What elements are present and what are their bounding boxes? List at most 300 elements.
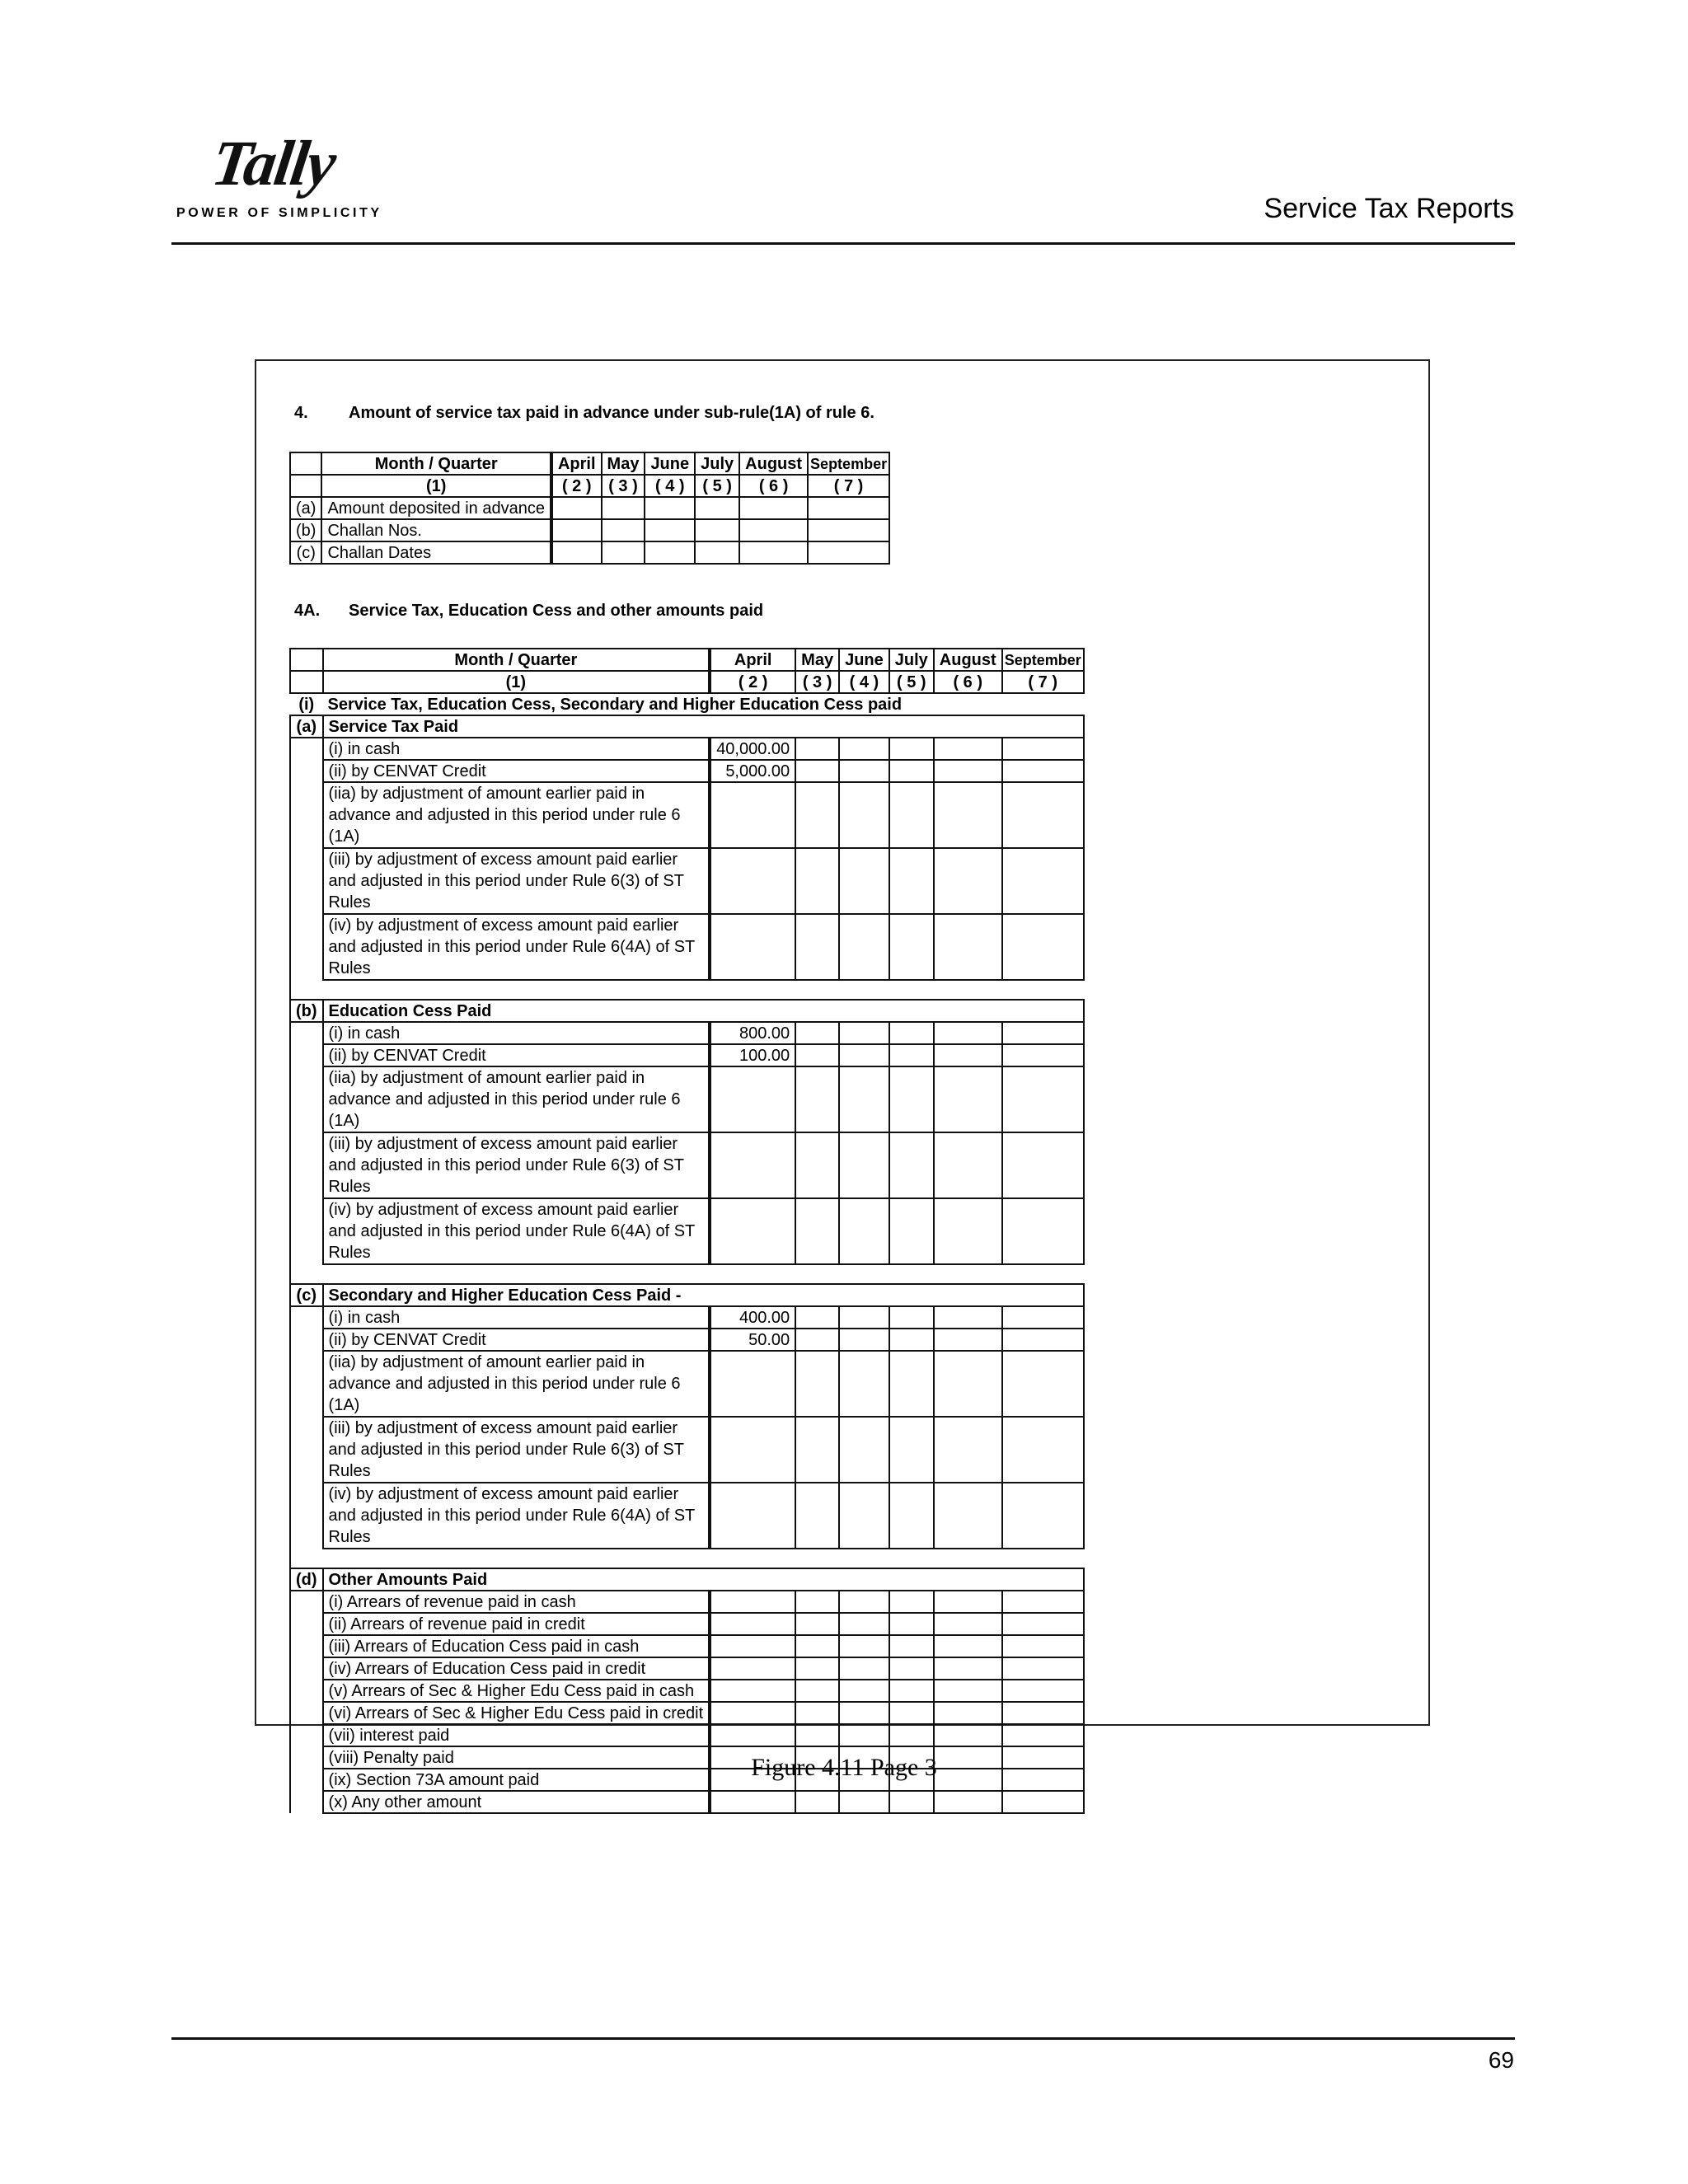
value-cell-may — [602, 497, 645, 519]
row-label: (ix) Section 73A amount paid — [323, 1769, 710, 1791]
value-cell-may — [795, 1702, 839, 1724]
value-cell-august — [739, 497, 808, 519]
row-key — [290, 1702, 323, 1724]
table-row — [290, 1044, 1084, 1066]
value-cell-june — [839, 1417, 889, 1483]
column-index-6: ( 6 ) — [934, 671, 1002, 693]
value-cell-june — [839, 1591, 889, 1613]
value-cell-april: 100.00 — [710, 1044, 795, 1066]
value-cell-july — [695, 541, 739, 564]
row-key — [290, 1306, 323, 1329]
value-cell-may — [795, 1022, 839, 1044]
value-cell-august — [934, 1635, 1002, 1657]
group-title: Education Cess Paid — [323, 1000, 1084, 1022]
value-cell-august — [934, 1066, 1002, 1132]
part-i-row — [290, 693, 1084, 715]
row-key — [290, 1329, 323, 1351]
row-key: (a) — [290, 497, 321, 519]
month-header-0: April — [552, 452, 602, 475]
value-cell-august — [934, 1132, 1002, 1198]
value-cell-june — [839, 848, 889, 914]
table-row — [290, 1635, 1084, 1657]
value-cell-may — [602, 519, 645, 541]
section-4a-number: 4A. — [294, 602, 321, 620]
value-cell-july — [695, 519, 739, 541]
value-cell-august — [934, 1306, 1002, 1329]
value-cell-july — [889, 1483, 934, 1549]
value-cell-april — [552, 497, 602, 519]
table-row — [290, 1657, 1084, 1680]
value-cell-may — [795, 848, 839, 914]
row-label: (i) Arrears of revenue paid in cash — [323, 1591, 710, 1613]
value-cell-april — [710, 1417, 795, 1483]
value-cell-july — [889, 1132, 934, 1198]
value-cell-september — [1002, 914, 1084, 980]
row-label: (i) in cash — [323, 738, 710, 760]
value-cell-july — [889, 1657, 934, 1680]
value-cell-august — [934, 1022, 1002, 1044]
value-cell-july — [889, 1066, 934, 1132]
value-cell-september — [1002, 1702, 1084, 1724]
value-cell-may — [795, 1680, 839, 1702]
value-cell-september — [808, 519, 889, 541]
group-title: Secondary and Higher Education Cess Paid - — [323, 1284, 1084, 1306]
value-cell-september — [1002, 1044, 1084, 1066]
table-row — [290, 760, 1084, 782]
row-label: Challan Dates — [321, 541, 551, 564]
value-cell-april — [710, 782, 795, 848]
table-row — [290, 519, 889, 541]
value-cell-june — [839, 1198, 889, 1264]
value-cell-september — [1002, 1613, 1084, 1635]
index-row — [290, 671, 1084, 693]
value-cell-august — [934, 738, 1002, 760]
table-row — [290, 848, 1084, 914]
value-cell-april — [710, 1702, 795, 1724]
value-cell-july — [889, 738, 934, 760]
value-cell-july — [889, 1351, 934, 1417]
row-label: (iii) by adjustment of excess amount paid earlier and adjusted in this period under Rule 6(3) of ST Rules — [323, 848, 710, 914]
value-cell-april — [552, 541, 602, 564]
row-label: (ii) by CENVAT Credit — [323, 1329, 710, 1351]
value-cell-april — [710, 914, 795, 980]
value-cell-june — [645, 541, 695, 564]
row-label: (ii) by CENVAT Credit — [323, 760, 710, 782]
value-cell-september — [1002, 1417, 1084, 1483]
value-cell-june — [839, 1351, 889, 1417]
value-cell-august — [934, 782, 1002, 848]
value-cell-august — [934, 1724, 1002, 1746]
spacer-cell — [290, 1549, 323, 1568]
value-cell-august — [934, 1613, 1002, 1635]
group-spacer — [290, 980, 1084, 1000]
group-key: (c) — [290, 1284, 323, 1306]
value-cell-july — [889, 1591, 934, 1613]
row-label: (iii) by adjustment of excess amount paid earlier and adjusted in this period under Rule 6(3) of ST Rules — [323, 1417, 710, 1483]
value-cell-may — [795, 1198, 839, 1264]
value-cell-august — [934, 1791, 1002, 1813]
value-cell-june — [839, 782, 889, 848]
figure-caption: Figure 4.11 Page 3 — [751, 1754, 937, 1781]
table-row — [290, 1417, 1084, 1483]
row-key: (c) — [290, 541, 321, 564]
value-cell-september — [1002, 760, 1084, 782]
value-cell-september — [1002, 1198, 1084, 1264]
month-header-4: August — [739, 452, 808, 475]
value-cell-june — [839, 760, 889, 782]
table-row — [290, 1306, 1084, 1329]
value-cell-july — [889, 1417, 934, 1483]
value-cell-april: 40,000.00 — [710, 738, 795, 760]
value-cell-june — [839, 1635, 889, 1657]
value-cell-july — [889, 1306, 934, 1329]
value-cell-april — [710, 1591, 795, 1613]
spacer-cell — [290, 1264, 323, 1284]
value-cell-april: 5,000.00 — [710, 760, 795, 782]
group-title-row — [290, 1000, 1084, 1022]
value-cell-june — [839, 1483, 889, 1549]
value-cell-july — [889, 1702, 934, 1724]
value-cell-august — [934, 1329, 1002, 1351]
table-row — [290, 1132, 1084, 1198]
value-cell-july — [889, 848, 934, 914]
value-cell-july — [889, 1044, 934, 1066]
month-header-5: September — [808, 452, 889, 475]
value-cell-may — [795, 1066, 839, 1132]
value-cell-july — [889, 1329, 934, 1351]
value-cell-april — [710, 1657, 795, 1680]
section-4-number: 4. — [294, 404, 308, 422]
row-key — [290, 1791, 323, 1813]
page-header-title: Service Tax Reports — [1264, 193, 1514, 224]
table-row — [290, 1483, 1084, 1549]
table-row — [290, 1680, 1084, 1702]
logo-wordmark: Tally — [207, 127, 340, 199]
row-label: (i) in cash — [323, 1022, 710, 1044]
spacer-cell — [323, 980, 1084, 1000]
group-key: (a) — [290, 715, 323, 738]
spacer-cell — [323, 1549, 1084, 1568]
row-key: (b) — [290, 519, 321, 541]
row-label: (vi) Arrears of Sec & Higher Edu Cess paid in credit — [323, 1702, 710, 1724]
value-cell-may — [795, 1613, 839, 1635]
row-label: (v) Arrears of Sec & Higher Edu Cess paid in cash — [323, 1680, 710, 1702]
row-label: (iia) by adjustment of amount earlier paid in advance and adjusted in this period under rule 6 (1A) — [323, 782, 710, 848]
header-row — [290, 649, 1084, 671]
value-cell-september — [1002, 1680, 1084, 1702]
table-row — [290, 782, 1084, 848]
value-cell-july — [889, 1724, 934, 1746]
table-row — [290, 1022, 1084, 1044]
value-cell-september — [1002, 738, 1084, 760]
section-4a-title: Service Tax, Education Cess and other amounts paid — [349, 602, 764, 620]
value-cell-may — [795, 1635, 839, 1657]
value-cell-may — [795, 1351, 839, 1417]
row-key — [290, 1351, 323, 1417]
value-cell-june — [839, 1132, 889, 1198]
table-row — [290, 1066, 1084, 1132]
value-cell-july — [695, 497, 739, 519]
spacer-cell — [323, 1264, 1084, 1284]
value-cell-july — [889, 1022, 934, 1044]
spacer-cell — [290, 980, 323, 1000]
month-header-2: June — [839, 649, 889, 671]
value-cell-april: 50.00 — [710, 1329, 795, 1351]
amounts-paid-table — [289, 648, 1085, 1814]
group-key: (d) — [290, 1568, 323, 1591]
month-header-4: August — [934, 649, 1002, 671]
row-label: (ii) by CENVAT Credit — [323, 1044, 710, 1066]
column-index-7: ( 7 ) — [808, 475, 889, 497]
value-cell-september — [808, 541, 889, 564]
value-cell-june — [645, 519, 695, 541]
value-cell-august — [934, 914, 1002, 980]
row-key — [290, 914, 323, 980]
month-header-3: July — [695, 452, 739, 475]
value-cell-april: 400.00 — [710, 1306, 795, 1329]
row-key — [290, 1022, 323, 1044]
value-cell-july — [889, 1680, 934, 1702]
value-cell-april: 800.00 — [710, 1022, 795, 1044]
table-row — [290, 1351, 1084, 1417]
group-title: Service Tax Paid — [323, 715, 1084, 738]
month-header-5: September — [1002, 649, 1084, 671]
value-cell-september — [1002, 1635, 1084, 1657]
value-cell-august — [934, 1198, 1002, 1264]
row-label: (vii) interest paid — [323, 1724, 710, 1746]
group-title-row — [290, 1284, 1084, 1306]
row-key — [290, 738, 323, 760]
table-row — [290, 1724, 1084, 1746]
value-cell-july — [889, 914, 934, 980]
row-key — [290, 1066, 323, 1132]
month-quarter-header: Month / Quarter — [323, 649, 710, 671]
value-cell-september — [1002, 1066, 1084, 1132]
value-cell-april — [710, 1613, 795, 1635]
value-cell-june — [839, 1329, 889, 1351]
column-index-2: ( 2 ) — [710, 671, 795, 693]
month-quarter-header: Month / Quarter — [321, 452, 551, 475]
value-cell-april — [710, 1635, 795, 1657]
value-cell-may — [795, 1483, 839, 1549]
table-row — [290, 1591, 1084, 1613]
row-label: (iv) by adjustment of excess amount paid earlier and adjusted in this period under Rule 6(4A) of ST Rules — [323, 914, 710, 980]
table-row — [290, 497, 889, 519]
value-cell-may — [795, 738, 839, 760]
column-index-6: ( 6 ) — [739, 475, 808, 497]
header-key-cell — [290, 452, 321, 475]
value-cell-april — [710, 1724, 795, 1746]
value-cell-may — [795, 1591, 839, 1613]
group-spacer — [290, 1264, 1084, 1284]
value-cell-may — [795, 1329, 839, 1351]
row-key — [290, 760, 323, 782]
value-cell-september — [1002, 1132, 1084, 1198]
row-label: (viii) Penalty paid — [323, 1746, 710, 1769]
row-key — [290, 1417, 323, 1483]
row-key — [290, 1591, 323, 1613]
column-index-5: ( 5 ) — [695, 475, 739, 497]
value-cell-august — [934, 1657, 1002, 1680]
value-cell-june — [839, 738, 889, 760]
value-cell-august — [934, 1351, 1002, 1417]
value-cell-september — [1002, 1591, 1084, 1613]
value-cell-may — [795, 782, 839, 848]
value-cell-september — [1002, 1329, 1084, 1351]
table-row — [290, 738, 1084, 760]
value-cell-july — [889, 1613, 934, 1635]
row-label: Challan Nos. — [321, 519, 551, 541]
value-cell-may — [602, 541, 645, 564]
row-label: (iv) by adjustment of excess amount paid earlier and adjusted in this period under Rule 6(4A) of ST Rules — [323, 1198, 710, 1264]
row-key — [290, 782, 323, 848]
value-cell-may — [795, 1791, 839, 1813]
row-label: (iia) by adjustment of amount earlier paid in advance and adjusted in this period under rule 6 (1A) — [323, 1066, 710, 1132]
value-cell-september — [1002, 1791, 1084, 1813]
column-index-4: ( 4 ) — [645, 475, 695, 497]
row-label: (ii) Arrears of revenue paid in credit — [323, 1613, 710, 1635]
value-cell-april — [710, 1066, 795, 1132]
value-cell-august — [934, 1044, 1002, 1066]
row-key — [290, 1198, 323, 1264]
section-4a-heading — [294, 602, 763, 621]
value-cell-april — [710, 848, 795, 914]
value-cell-august — [934, 1702, 1002, 1724]
table-row — [290, 1198, 1084, 1264]
row-key — [290, 1724, 323, 1746]
value-cell-september — [1002, 1022, 1084, 1044]
value-cell-august — [934, 1417, 1002, 1483]
row-label: (iii) Arrears of Education Cess paid in cash — [323, 1635, 710, 1657]
part-i-title: Service Tax, Education Cess, Secondary and Higher Education Cess paid — [327, 695, 903, 714]
value-cell-june — [839, 1066, 889, 1132]
row-key — [290, 1680, 323, 1702]
row-key — [290, 1635, 323, 1657]
page-number: 69 — [1488, 2047, 1514, 2073]
part-i-key: (i) — [298, 695, 315, 714]
column-index-3: ( 3 ) — [795, 671, 839, 693]
logo-tagline: POWER OF SIMPLICITY — [176, 206, 382, 220]
row-label: (iv) by adjustment of excess amount paid earlier and adjusted in this period under Rule 6(4A) of ST Rules — [323, 1483, 710, 1549]
section-4-heading — [294, 404, 874, 423]
value-cell-may — [795, 914, 839, 980]
group-title: Other Amounts Paid — [323, 1568, 1084, 1591]
value-cell-may — [795, 1417, 839, 1483]
value-cell-august — [934, 760, 1002, 782]
row-label: (i) in cash — [323, 1306, 710, 1329]
value-cell-april — [710, 1791, 795, 1813]
header-row — [290, 452, 889, 475]
value-cell-june — [839, 1702, 889, 1724]
row-key — [290, 1483, 323, 1549]
value-cell-june — [839, 1306, 889, 1329]
value-cell-april — [710, 1198, 795, 1264]
value-cell-may — [795, 1306, 839, 1329]
value-cell-april — [710, 1680, 795, 1702]
value-cell-april — [710, 1132, 795, 1198]
table-row — [290, 1791, 1084, 1813]
value-cell-september — [1002, 848, 1084, 914]
value-cell-august — [934, 848, 1002, 914]
value-cell-june — [839, 1044, 889, 1066]
value-cell-august — [934, 1591, 1002, 1613]
value-cell-april — [710, 1351, 795, 1417]
row-label: (x) Any other amount — [323, 1791, 710, 1813]
value-cell-june — [839, 1657, 889, 1680]
month-header-1: May — [795, 649, 839, 671]
column-index-5: ( 5 ) — [889, 671, 934, 693]
index-key-cell — [290, 475, 321, 497]
column-index-7: ( 7 ) — [1002, 671, 1084, 693]
value-cell-may — [795, 1132, 839, 1198]
value-cell-september — [1002, 1657, 1084, 1680]
group-title-row — [290, 1568, 1084, 1591]
value-cell-april — [552, 519, 602, 541]
column-index-1: (1) — [323, 671, 710, 693]
value-cell-september — [1002, 1483, 1084, 1549]
index-row — [290, 475, 889, 497]
value-cell-april — [710, 1483, 795, 1549]
value-cell-july — [889, 1635, 934, 1657]
month-header-0: April — [710, 649, 795, 671]
value-cell-june — [839, 1724, 889, 1746]
month-header-1: May — [602, 452, 645, 475]
table-row — [290, 1329, 1084, 1351]
section-4-title: Amount of service tax paid in advance under sub-rule(1A) of rule 6. — [349, 404, 874, 422]
value-cell-july — [889, 760, 934, 782]
row-label: (iii) by adjustment of excess amount paid earlier and adjusted in this period under Rule 6(3) of ST Rules — [323, 1132, 710, 1198]
row-key — [290, 1044, 323, 1066]
group-key: (b) — [290, 1000, 323, 1022]
value-cell-july — [889, 1198, 934, 1264]
group-title-row — [290, 715, 1084, 738]
header-rule — [171, 242, 1515, 245]
value-cell-september — [1002, 1306, 1084, 1329]
value-cell-september — [1002, 1351, 1084, 1417]
column-index-4: ( 4 ) — [839, 671, 889, 693]
value-cell-september — [1002, 782, 1084, 848]
value-cell-june — [839, 1613, 889, 1635]
value-cell-september — [1002, 1724, 1084, 1746]
row-label: (iv) Arrears of Education Cess paid in credit — [323, 1657, 710, 1680]
value-cell-july — [889, 1791, 934, 1813]
group-spacer — [290, 1549, 1084, 1568]
table-row — [290, 541, 889, 564]
value-cell-june — [839, 1680, 889, 1702]
row-label: Amount deposited in advance — [321, 497, 551, 519]
index-key-cell — [290, 671, 323, 693]
value-cell-september — [808, 497, 889, 519]
advance-payment-table — [289, 452, 890, 565]
value-cell-june — [839, 1022, 889, 1044]
month-header-3: July — [889, 649, 934, 671]
row-label: (iia) by adjustment of amount earlier paid in advance and adjusted in this period under rule 6 (1A) — [323, 1351, 710, 1417]
row-key — [290, 1132, 323, 1198]
value-cell-june — [645, 497, 695, 519]
tally-logo — [171, 127, 382, 227]
table-row — [290, 1613, 1084, 1635]
header-key-cell — [290, 649, 323, 671]
value-cell-may — [795, 1724, 839, 1746]
value-cell-august — [934, 1483, 1002, 1549]
table-row — [290, 914, 1084, 980]
footer-rule — [171, 2037, 1515, 2040]
value-cell-june — [839, 1791, 889, 1813]
table-row — [290, 1702, 1084, 1724]
value-cell-may — [795, 760, 839, 782]
value-cell-july — [889, 782, 934, 848]
column-index-1: (1) — [321, 475, 551, 497]
